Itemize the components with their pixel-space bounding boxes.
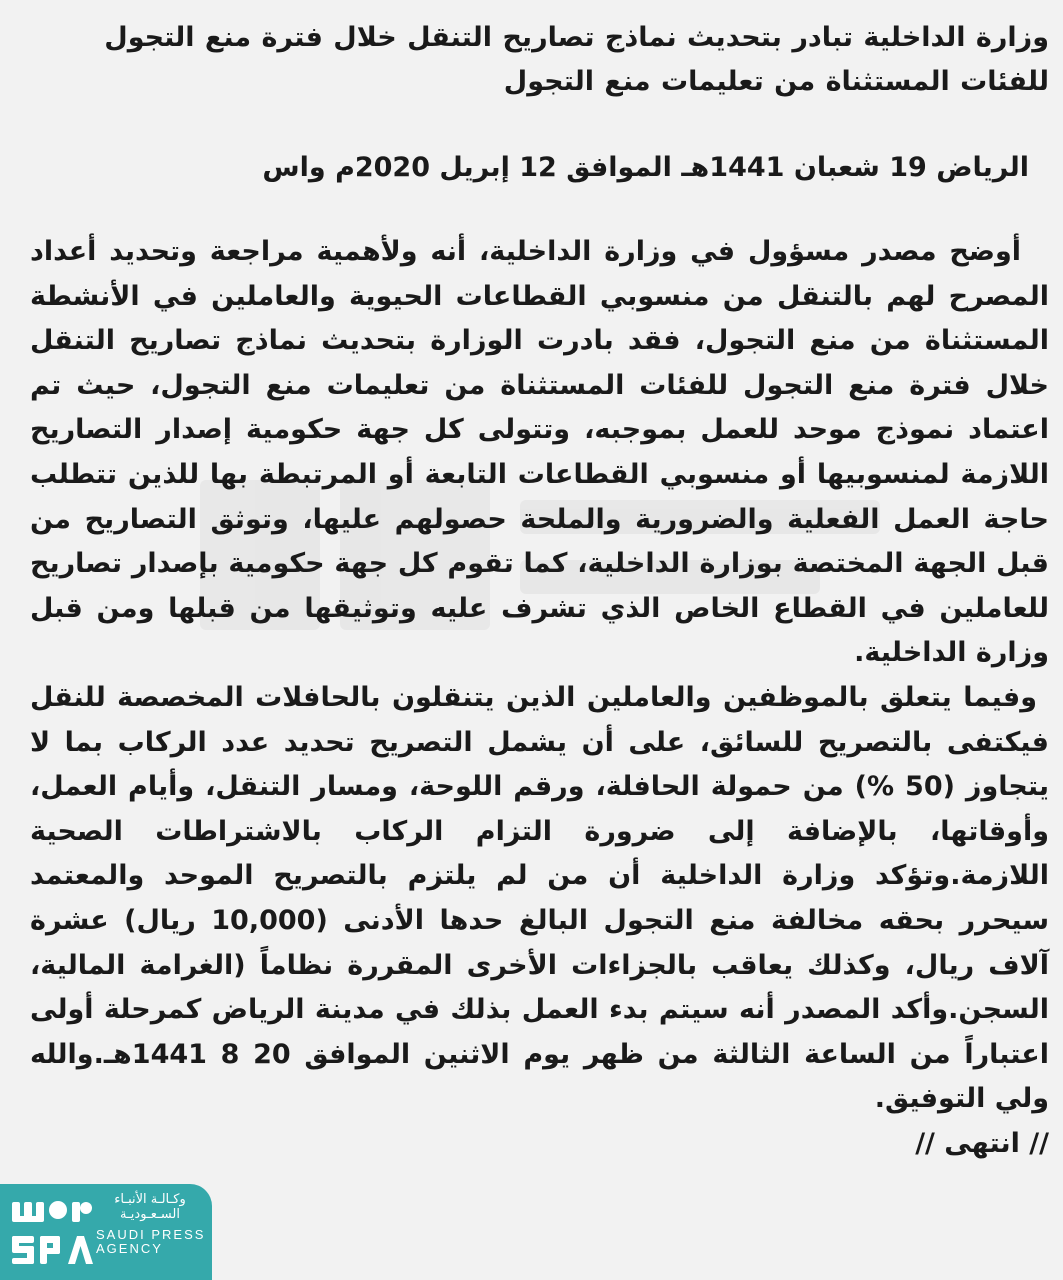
news-article [30,16,1049,1166]
article-paragraph-1: أوضح مصدر مسؤول في وزارة الداخلية، أنه ولأهمية مراجعة وتحديد أعداد المصرح لهم بالتنقل من منسوبي القطاعات الحيوية والعاملين في الأنشطة المستثناة من منع التجول، فقد بادرت الوزارة بتحديث نماذج تصاريح التنقل خلال فترة منع التجول للفئات المستثناة من تعليمات منع التجول، حيث تم اعتماد نموذج موحد للعمل بموجبه، وتتولى كل جهة حكومية إصدار التصاريح اللازمة لمنسوبيها أو منسوبي القطاعات التابعة أو المرتبطة بها للذين تتطلب حاجة العمل الفعلية والضرورية والملحة حصولهم عليها، وتوثق التصاريح من قبل الجهة المختصة بوزارة الداخلية، كما تقوم كل جهة حكومية بإصدار تصاريح للعاملين في القطاع الخاص الذي تشرف عليه وتوثيقها من قبلها ومن قبل وزارة الداخلية. [30,236,1049,669]
article-paragraph-2: وفيما يتعلق بالموظفين والعاملين الذين يتنقلون بالحافلات المخصصة للنقل فيكتفى بالتصريح للسائق، على أن يشمل التصريح تحديد عدد الركاب بما لا يتجاوز (50 %) من حمولة الحافلة، ورقم اللوحة، ومسار التنقل، وأيام العمل، وأوقاتها، بالإضافة إلى ضرورة التزام الركاب بالاشتراطات الصحية اللازمة.وتؤكد وزارة الداخلية أن من لم يلتزم بالتصريح الموحد والمعتمد سيحرر بحقه مخالفة منع التجول البالغ حدها الأدنى (10,000 ريال) عشرة آلاف ريال، وكذلك يعاقب بالجزاءات الأخرى المقررة نظاماً (الغرامة المالية، السجن.وأكد المصدر أنه سيتم بدء العمل بذلك في مدينة الرياض كمرحلة أولى اعتباراً من الساعة الثالثة من ظهر يوم الاثنين الموافق 20 8 1441هـ.والله ولي التوفيق. [30,681,1050,1115]
spa-logo-badge [0,1184,212,1280]
spa-arabic-name: وكـالـة الأنبـاء السـعـوديـة [114,1192,186,1222]
spa-english-line-1: SAUDI PRESS [96,1227,206,1242]
article-dateline: الرياض 19 شعبان 1441هـ الموافق 12 إبريل 2020م واس [262,152,1029,183]
spa-logo-icon [10,1198,94,1268]
article-body [30,230,1049,1166]
article-headline: وزارة الداخلية تبادر بتحديث نماذج تصاريح التنقل خلال فترة منع التجول للفئات المستثناة من تعليمات منع التجول [104,22,1049,97]
spa-english-name [96,1228,206,1256]
article-end-mark: // انتهى // [915,1127,1049,1159]
spa-english-line-2: AGENCY [96,1241,163,1256]
